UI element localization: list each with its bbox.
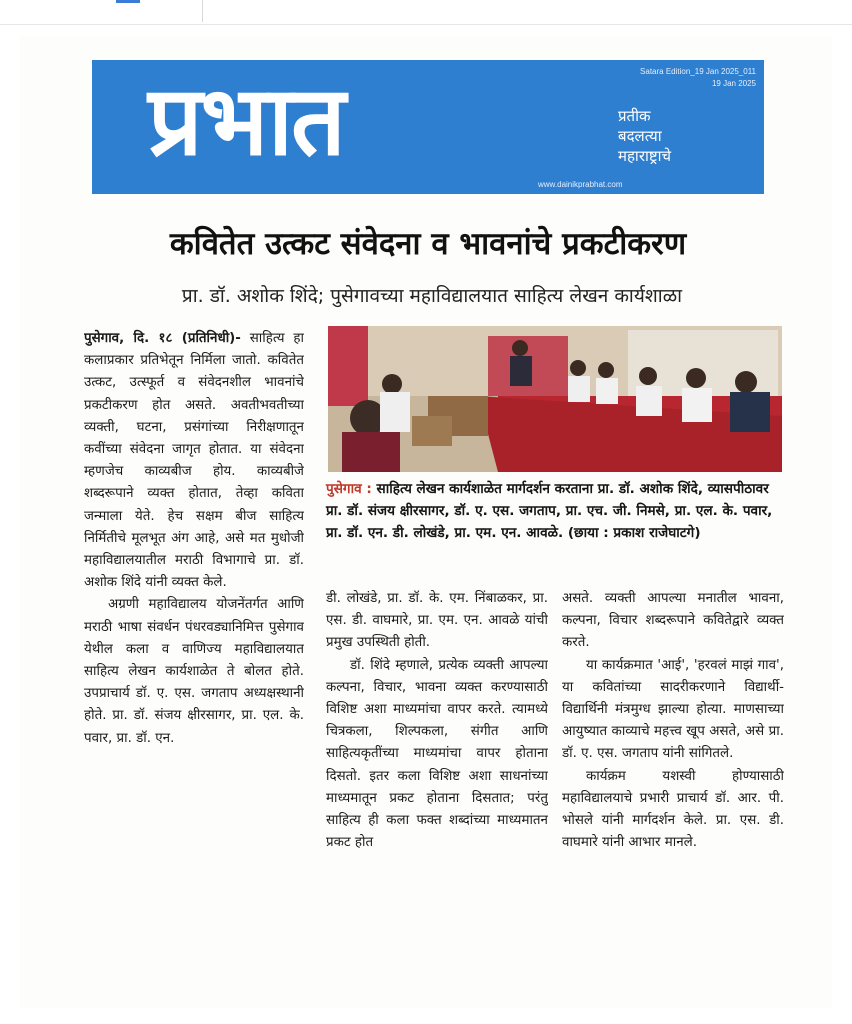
caption-text: साहित्य लेखन कार्यशाळेत मार्गदर्शन करताना प्रा. डॉ. अशोक शिंदे, व्यासपीठावर प्रा. डॉ. संजय क्षीरसागर, डॉ. ए. एस. जगताप, प्रा. एच. जी. निमसे, प्रा. एल. के. पवार, प्रा. डॉ. एन. डी. लोखंडे, प्रा. एम. एन. आवळे. (छाया : प्रकाश राजेघाटगे) bbox=[326, 481, 773, 541]
dateline: पुसेगाव, दि. १८ (प्रतिनिधी)- bbox=[84, 331, 241, 346]
paragraph: या कार्यक्रमात 'आई', 'हरवलं माझं गाव', या कवितांच्या सादरीकरणाने विद्यार्थी-विद्यार्थिनी मंत्रमुग्ध झाल्या होत्या. माणसाच्या आयुष्यात काव्याचे महत्त्व खूप असते, असे प्रा. डॉ. ए. एस. जगताप यांनी सांगितले. bbox=[562, 657, 784, 762]
article-column-2 bbox=[326, 588, 548, 1008]
paragraph: डॉ. शिंदे म्हणाले, प्रत्येक व्यक्ती आपल्या कल्पना, विचार, भावना व्यक्त करण्यासाठी विशिष्ट अशा माध्यमांचा वापर करते. त्यामध्ये चित्रकला, शिल्पकला, संगीत आणि साहित्यकृतींच्या माध्यमांचा वापर होताना दिसतो. इतर कला विशिष्ट अशा साधनांच्या माध्यमातून प्रकट होताना दिसतात; परंतु साहित्य ही कला फक्त शब्दांच्या माध्यमातन प्रकट होत bbox=[326, 657, 548, 851]
paragraph: कार्यक्रम यशस्वी होण्यासाठी महाविद्यालयाचे प्रभारी प्राचार्य डॉ. आर. पी. भोसले यांनी मार्गदर्शन केले. प्रा. एस. डी. वाघमारे यांनी आभार मानले. bbox=[562, 768, 784, 851]
paragraph: अग्रणी महाविद्यालय योजनेंतर्गत आणि मराठी भाषा संवर्धन पंधरवड्यानिमित्त पुसेगाव येथील कला व वाणिज्य महाविद्यालयात साहित्य लेखन कार्यशाळेत ते बोलत होते. उपप्राचार्य डॉ. ए. एस. जगताप अध्यक्षस्थानी होते. प्रा. डॉ. संजय क्षीरसागर, प्रा. एल. के. पवार, प्रा. डॉ. एन. bbox=[84, 597, 304, 746]
edition-label: Satara Edition_19 Jan 2025_011 bbox=[640, 67, 756, 76]
tagline-line-3: महाराष्ट्राचे bbox=[618, 147, 672, 165]
subheadline: प्रा. डॉ. अशोक शिंदे; पुसेगावच्या महाविद्यालयात साहित्य लेखन कार्यशाळा bbox=[181, 285, 683, 307]
article-column-1 bbox=[84, 328, 304, 1008]
newspaper-clipping bbox=[20, 36, 832, 1008]
paragraph: डी. लोखंडे, प्रा. डॉ. के. एम. निंबाळकर, प्रा. एस. डी. वाघमारे, प्रा. एम. एन. आवळे यांची प्रमुख उपस्थिती होती. bbox=[326, 591, 548, 651]
article-column-3 bbox=[562, 588, 784, 1008]
paragraph bbox=[84, 328, 304, 594]
caption-place: पुसेगाव : bbox=[326, 481, 372, 497]
tagline-line-1: प्रतीक bbox=[618, 107, 651, 125]
event-photo-image bbox=[328, 326, 782, 472]
viewer-tab[interactable] bbox=[38, 0, 203, 22]
tagline-line-2: बदलत्या bbox=[618, 127, 662, 145]
photo-caption bbox=[326, 478, 784, 544]
viewer-tab-indicator bbox=[116, 0, 140, 3]
masthead-tagline bbox=[618, 106, 728, 166]
edition-date: 19 Jan 2025 bbox=[711, 79, 756, 88]
masthead-url: www.dainikprabhat.com bbox=[538, 180, 623, 189]
newspaper-logo: प्रभात bbox=[148, 65, 344, 177]
headline: कवितेत उत्कट संवेदना व भावनांचे प्रकटीकरण bbox=[169, 226, 687, 262]
paragraph: असते. व्यक्ती आपल्या मनातील भावना, कल्पना, विचार शब्दरूपाने कवितेद्वारे व्यक्त करते. bbox=[562, 591, 784, 651]
event-photo bbox=[328, 326, 782, 472]
edition-info bbox=[640, 66, 756, 90]
masthead bbox=[92, 60, 764, 194]
paragraph-text: साहित्य हा कलाप्रकार प्रतिभेतून निर्मिला जातो. कवितेत उत्कट, उत्स्फूर्त व संवेदनशील भावनांचे प्रकटीकरण होत असते. अवतीभवतीच्या व्यक्ती, घटना, प्रसंगांच्या निरीक्षणातून कवींच्या संवेदना जागृत होतात. या संवेदना म्हणजेच काव्यबीज होय. काव्यबीजे शब्दरूपाने व्यक्त होतात, तेव्हा कविता जन्माला येते. हेच सक्षम बीज साहित्य निर्मितीचे मूलभूत अंग आहे, असे मत मुधोजी महाविद्यालयातील मराठी विभागाचे प्रा. डॉ. अशोक शिंदे यांनी व्यक्त केले. bbox=[84, 331, 304, 591]
viewer-top-bar bbox=[0, 0, 852, 25]
